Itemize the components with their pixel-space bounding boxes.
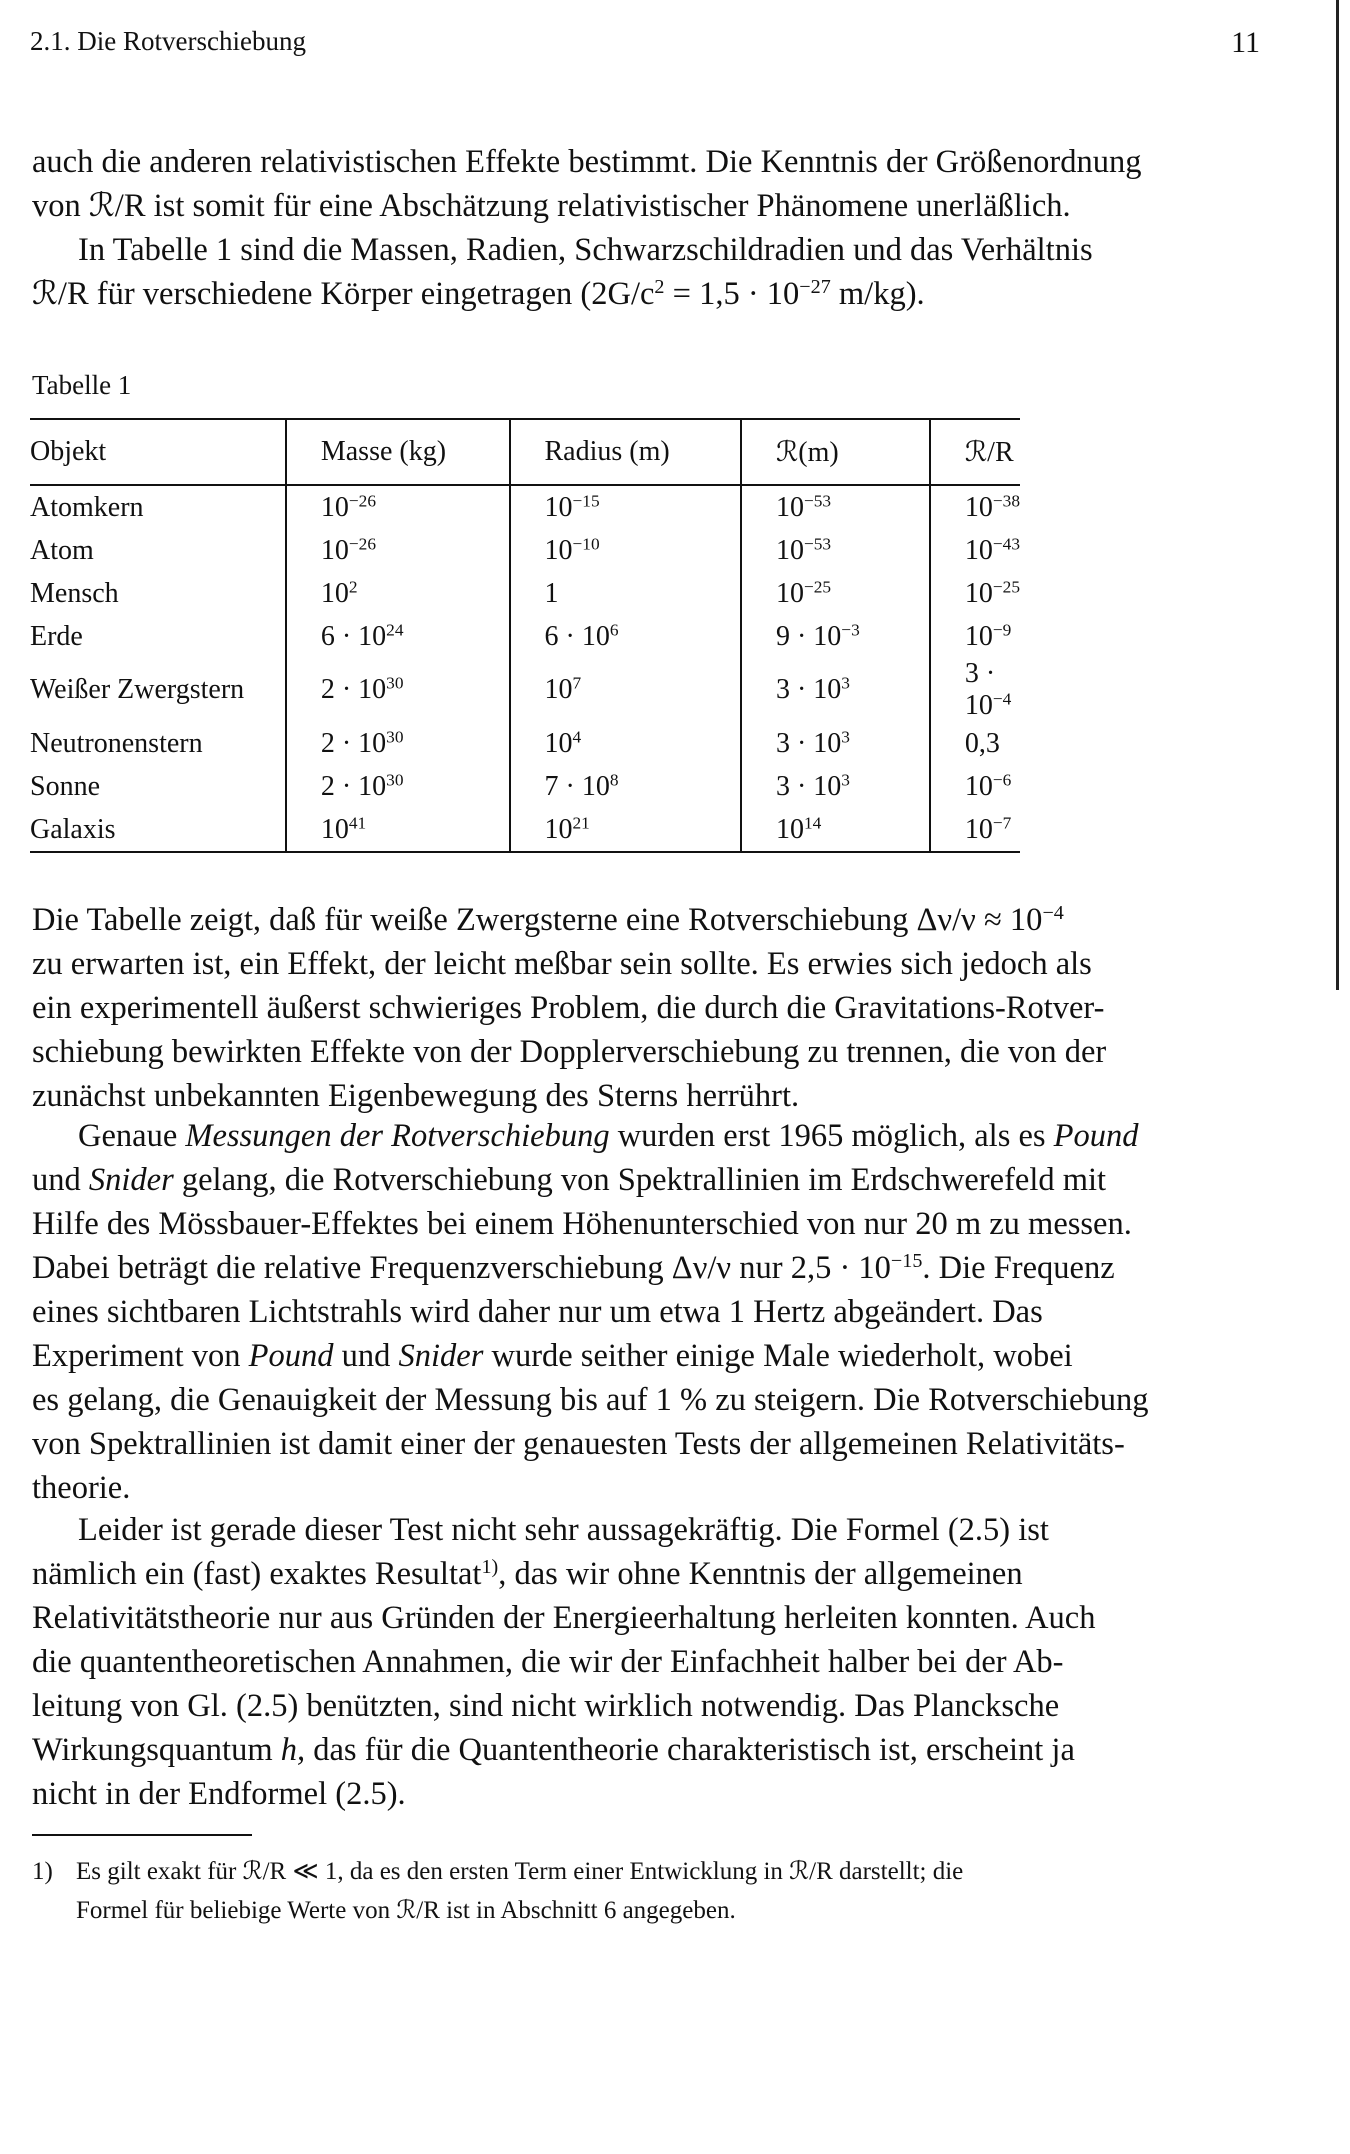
footnote-marker: 1) — [32, 1858, 53, 1885]
header-cell: Masse (kg) — [286, 419, 510, 485]
text-fragment: und — [333, 1338, 399, 1374]
table-row — [30, 615, 1020, 658]
cell-value: 9 · 10 — [775, 620, 842, 652]
cell-value: 10 — [775, 491, 804, 523]
object-cell — [30, 722, 286, 765]
table-row — [30, 572, 1020, 615]
table-caption: Tabelle 1 — [32, 370, 132, 400]
text-line — [32, 898, 1272, 942]
schwarzschild-radius-cell — [741, 572, 930, 615]
text-line: Relativitätstheorie nur aus Gründen der Energieerhaltung herleiten konnten. Auch — [32, 1600, 1096, 1636]
object-cell — [30, 615, 286, 658]
text-fragment: . Die Frequenz — [922, 1250, 1115, 1286]
cell-value: 6 · 10 — [320, 620, 387, 652]
text-fragment: Die Tabelle zeigt, daß für weiße Zwergsterne eine Rotverschiebung Δν/ν ≈ 10 — [32, 902, 1043, 938]
radius-cell — [510, 615, 741, 658]
cell-value: 10 — [320, 491, 349, 523]
header-cell: Objekt — [30, 419, 286, 485]
cell-value: 10 — [964, 577, 993, 609]
italic-text: Messungen der Rotverschiebung — [185, 1118, 610, 1154]
header-cell: Radius (m) — [510, 419, 741, 485]
cell-value: 10 — [544, 674, 573, 705]
cell-value: 10 — [964, 770, 993, 802]
text-fragment: Es gilt exakt für ℛ/R ≪ 1, da es den ersten Term einer Entwicklung in ℛ/R darstellt; die — [76, 1858, 964, 1885]
cell-exponent: −9 — [992, 619, 1012, 639]
cell-value: 10 — [964, 491, 993, 523]
cell-exponent: 3 — [841, 673, 850, 693]
paragraph-4 — [32, 1114, 1272, 1510]
superscript: −4 — [1042, 901, 1064, 924]
ratio-cell — [930, 808, 1020, 852]
text-fragment: , das wir ohne Kenntnis der allgemeinen — [498, 1556, 1023, 1592]
cell-value: 10 — [320, 813, 349, 845]
cell-value: 3 · 10 — [775, 674, 842, 705]
schwarzschild-radius-cell — [741, 485, 930, 529]
radius-cell — [510, 765, 741, 808]
cell-value: Atomkern — [30, 491, 144, 523]
cell-value: 2 · 10 — [320, 770, 387, 802]
text-fragment: wurden erst 1965 möglich, als es — [609, 1118, 1054, 1154]
cell-value: 3 · 10 — [964, 658, 996, 721]
text-line — [32, 1158, 1272, 1202]
radius-cell — [510, 808, 741, 852]
cell-exponent: 30 — [386, 769, 404, 789]
table-header-row — [30, 419, 1020, 485]
schwarzschild-radius-cell — [741, 808, 930, 852]
text-fragment: = 1,5 · 10 — [664, 276, 800, 312]
footnote-rule — [32, 1834, 252, 1836]
text-line — [32, 1114, 1272, 1158]
footnote-line: Formel für beliebige Werte von ℛ/R ist in Abschnitt 6 angegeben. — [76, 1897, 736, 1924]
text-line: schiebung bewirkten Effekte von der Dopplerverschiebung zu trennen, die von der — [32, 1034, 1107, 1070]
data-table — [30, 418, 1020, 853]
text-fragment: und — [32, 1162, 89, 1198]
table-row — [30, 485, 1020, 529]
page-edge-rule — [1336, 0, 1339, 990]
cell-value: 2 · 10 — [320, 674, 387, 705]
text-line — [32, 1552, 1272, 1596]
cell-value: 0,3 — [964, 727, 1000, 759]
page-number: 11 — [1231, 26, 1260, 59]
text-line: eines sichtbaren Lichtstrahls wird daher nur um etwa 1 Hertz abgeändert. Das — [32, 1294, 1043, 1330]
cell-value: 7 · 10 — [544, 770, 610, 802]
text-line: die quantentheoretischen Annahmen, die wir der Einfachheit halber bei der Ab- — [32, 1644, 1064, 1680]
cell-value: 6 · 10 — [544, 620, 610, 652]
text-line: es gelang, die Genauigkeit der Messung bis auf 1 % zu steigern. Die Rotverschiebung — [32, 1382, 1149, 1418]
cell-exponent: −25 — [992, 576, 1020, 596]
schwarzschild-radius-cell — [741, 658, 930, 722]
paragraph-3 — [32, 898, 1272, 1118]
ratio-cell — [930, 485, 1020, 529]
mass-cell — [286, 765, 510, 808]
text-fragment: wurde seither einige Male wiederholt, wobei — [483, 1338, 1073, 1374]
cell-exponent: −43 — [992, 533, 1020, 553]
text-fragment: ℛ/R für verschiedene Körper eingetragen (2G/c — [32, 276, 655, 312]
cell-value: 3 · 10 — [775, 770, 842, 802]
cell-exponent: 30 — [386, 673, 404, 693]
cell-value: 2 · 10 — [320, 727, 387, 759]
cell-exponent: −10 — [572, 533, 600, 553]
radius-cell — [510, 722, 741, 765]
ratio-cell — [930, 572, 1020, 615]
mass-cell — [286, 529, 510, 572]
italic-text: Pound — [1053, 1118, 1139, 1154]
text-line: theorie. — [32, 1470, 131, 1506]
radius-cell — [510, 529, 741, 572]
superscript: −27 — [799, 275, 831, 298]
cell-exponent: −25 — [803, 576, 832, 596]
mass-cell — [286, 572, 510, 615]
radius-cell — [510, 658, 741, 722]
ratio-cell — [930, 615, 1020, 658]
italic-text: Pound — [248, 1338, 334, 1374]
cell-value: Galaxis — [30, 813, 116, 845]
schwarzschild-radius-cell — [741, 615, 930, 658]
header-cell: ℛ(m) — [741, 419, 930, 485]
footnote-reference: 1) — [481, 1555, 499, 1578]
paragraph-5 — [32, 1508, 1272, 1816]
text-fragment: gelang, die Rotverschiebung von Spektrallinien im Erdschwerefeld mit — [173, 1162, 1107, 1198]
cell-value: Weißer Zwergstern — [30, 674, 245, 705]
cell-exponent: 30 — [386, 726, 404, 746]
cell-value: 10 — [964, 813, 993, 845]
schwarzschild-radius-cell — [741, 722, 930, 765]
cell-exponent: −3 — [841, 619, 860, 639]
cell-exponent: 24 — [386, 619, 404, 639]
object-cell — [30, 485, 286, 529]
table-row — [30, 765, 1020, 808]
superscript: −15 — [890, 1249, 923, 1272]
cell-exponent: 4 — [572, 726, 582, 746]
cell-exponent: −38 — [992, 490, 1020, 510]
cell-value: Mensch — [30, 577, 119, 609]
object-cell — [30, 658, 286, 722]
ratio-cell — [930, 529, 1020, 572]
text-fragment: Wirkungsquantum — [32, 1732, 281, 1768]
text-line: nicht in der Endformel (2.5). — [32, 1776, 406, 1812]
cell-exponent: −26 — [348, 533, 376, 553]
italic-text: Snider — [398, 1338, 484, 1374]
cell-value: 10 — [964, 534, 993, 566]
cell-value: Erde — [30, 620, 83, 652]
cell-exponent: 14 — [803, 812, 822, 832]
cell-value: Sonne — [30, 770, 100, 802]
header-cell: ℛ/R — [930, 419, 1020, 485]
table-row — [30, 658, 1020, 722]
cell-value: 10 — [320, 577, 349, 609]
text-line: In Tabelle 1 sind die Massen, Radien, Schwarzschildradien und das Verhältnis — [78, 232, 1093, 268]
table-row — [30, 808, 1020, 852]
footnote-line — [32, 1852, 1292, 1891]
ratio-cell — [930, 765, 1020, 808]
text-line: zunächst unbekannten Eigenbewegung des Sterns herrührt. — [32, 1078, 800, 1114]
chapter-title: 2.1. Die Rotverschiebung — [30, 26, 306, 56]
superscript: 2 — [654, 275, 665, 298]
cell-exponent: 41 — [348, 812, 367, 832]
radius-cell — [510, 485, 741, 529]
radius-cell — [510, 572, 741, 615]
cell-value: 1 — [544, 577, 559, 609]
cell-value: Atom — [30, 534, 94, 566]
mass-cell — [286, 615, 510, 658]
cell-exponent: 3 — [841, 726, 850, 746]
text-line: Hilfe des Mössbauer-Effektes bei einem Höhenunterschied von nur 20 m zu messen. — [32, 1206, 1132, 1242]
cell-exponent: 3 — [841, 769, 850, 789]
cell-exponent: −7 — [992, 812, 1012, 832]
object-cell — [30, 808, 286, 852]
object-cell — [30, 529, 286, 572]
text-fragment: das für die Quantentheorie charakteristisch ist, erscheint ja — [305, 1732, 1075, 1768]
cell-exponent: −15 — [572, 490, 600, 510]
schwarzschild-radius-cell — [741, 765, 930, 808]
cell-exponent: 21 — [572, 812, 590, 832]
text-fragment: Experiment von — [32, 1338, 249, 1374]
table-row — [30, 722, 1020, 765]
cell-value: Neutronenstern — [30, 727, 203, 759]
cell-value: 10 — [544, 813, 573, 845]
schwarzschild-radius-cell — [741, 529, 930, 572]
cell-exponent: −26 — [348, 490, 376, 510]
italic-text: Snider — [88, 1162, 174, 1198]
text-line: von Spektrallinien ist damit einer der genauesten Tests der allgemeinen Relativitäts- — [32, 1426, 1125, 1462]
cell-value: 10 — [544, 727, 573, 759]
mass-cell — [286, 485, 510, 529]
cell-value: 10 — [775, 534, 804, 566]
cell-exponent: 2 — [348, 576, 358, 596]
paragraph-2 — [32, 228, 1272, 316]
cell-exponent: 7 — [572, 673, 582, 693]
cell-value: 10 — [544, 534, 573, 566]
cell-exponent: −6 — [992, 769, 1012, 789]
paragraph-1 — [32, 140, 1272, 228]
text-fragment: Genaue — [78, 1118, 186, 1154]
text-fragment: Dabei beträgt die relative Frequenzverschiebung Δν/ν nur 2,5 · 10 — [32, 1250, 891, 1286]
text-fragment: m/kg). — [830, 276, 925, 312]
text-line — [32, 1728, 1272, 1772]
text-line — [32, 1334, 1272, 1378]
cell-value: 10 — [544, 491, 573, 523]
mass-cell — [286, 658, 510, 722]
text-line: auch die anderen relativistischen Effekte bestimmt. Die Kenntnis der Größenordnung — [32, 144, 1142, 180]
cell-exponent: −53 — [803, 533, 832, 553]
cell-value: 10 — [775, 813, 804, 845]
cell-exponent: −53 — [803, 490, 832, 510]
text-line — [32, 272, 1272, 316]
cell-exponent: −4 — [992, 689, 1012, 709]
text-line: Leider ist gerade dieser Test nicht sehr aussagekräftig. Die Formel (2.5) ist — [78, 1512, 1049, 1548]
ratio-cell — [930, 658, 1020, 722]
cell-exponent: 6 — [609, 619, 619, 639]
object-cell — [30, 572, 286, 615]
cell-value: 10 — [320, 534, 349, 566]
cell-value: 10 — [964, 620, 993, 652]
cell-value: 10 — [775, 577, 804, 609]
cell-value: 3 · 10 — [775, 727, 842, 759]
text-line: von ℛ/R ist somit für eine Abschätzung relativistischer Phänomene unerläßlich. — [32, 188, 1071, 224]
italic-text: h, — [280, 1732, 306, 1768]
cell-exponent: 8 — [609, 769, 619, 789]
mass-cell — [286, 722, 510, 765]
text-line: zu erwarten ist, ein Effekt, der leicht meßbar sein sollte. Es erwies sich jedoch als — [32, 946, 1092, 982]
table-row — [30, 529, 1020, 572]
text-line: leitung von Gl. (2.5) benützten, sind nicht wirklich notwendig. Das Plancksche — [32, 1688, 1060, 1724]
text-line: ein experimentell äußerst schwieriges Problem, die durch die Gravitations-Rotver- — [32, 990, 1105, 1026]
footnote — [32, 1852, 1292, 1930]
text-line — [32, 1246, 1272, 1290]
mass-cell — [286, 808, 510, 852]
object-cell — [30, 765, 286, 808]
text-fragment: nämlich ein (fast) exaktes Resultat — [32, 1556, 482, 1592]
ratio-cell — [930, 722, 1020, 765]
